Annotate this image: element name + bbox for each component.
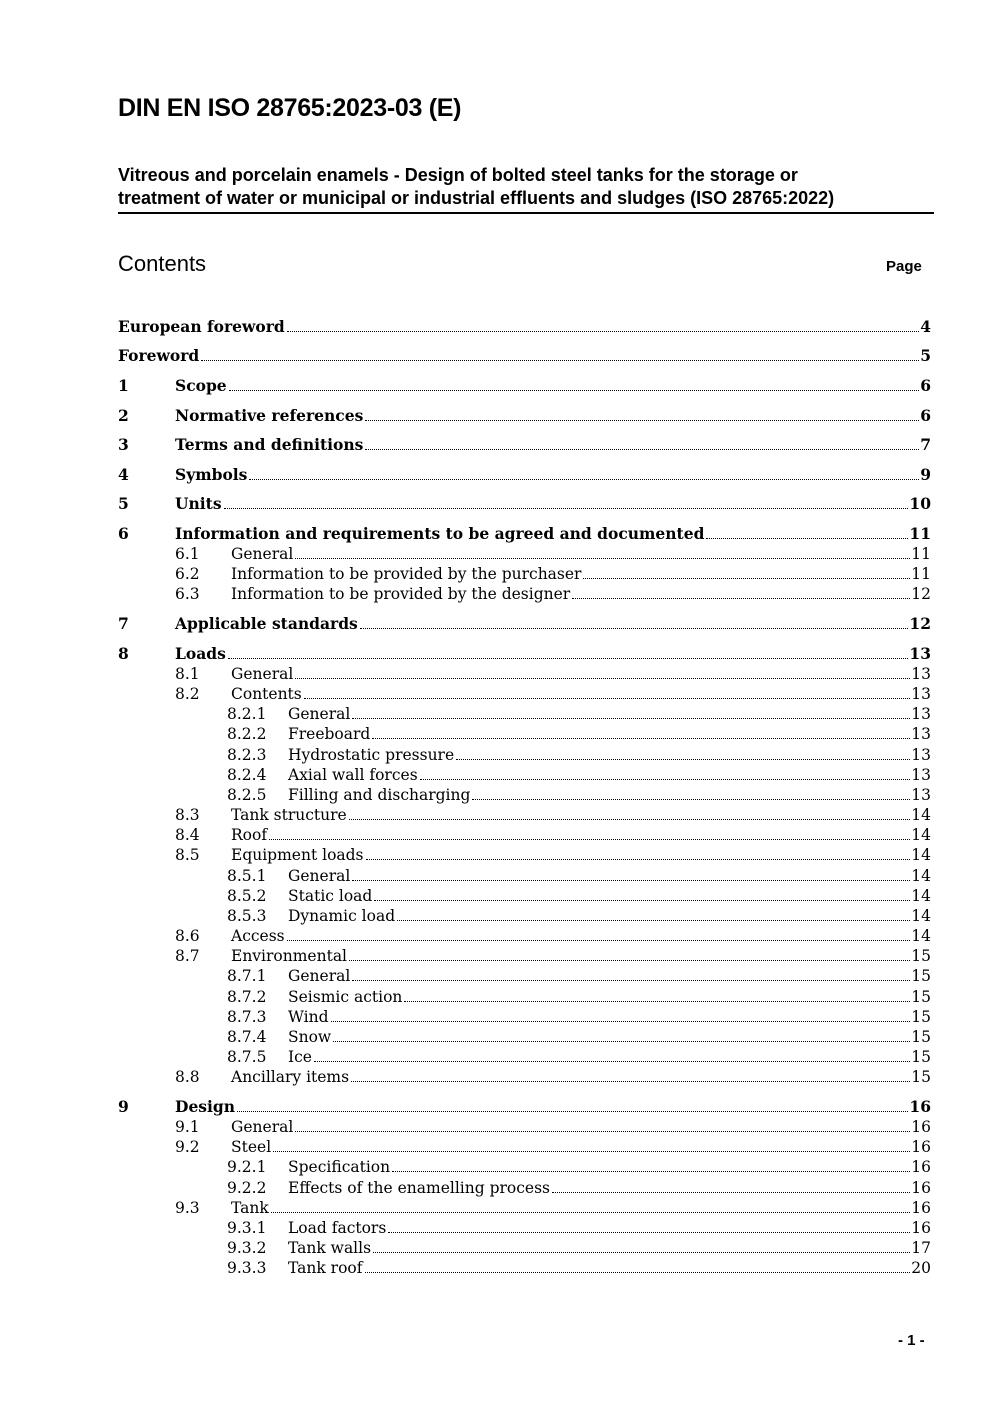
toc-entry-number: 9 bbox=[118, 1097, 129, 1116]
dot-leader bbox=[388, 1231, 910, 1233]
toc-entry-title: Contents bbox=[231, 685, 302, 703]
toc-entry[interactable] bbox=[118, 1097, 931, 1117]
footer-page-number: - 1 - bbox=[898, 1332, 925, 1349]
toc-entry-page: 16 bbox=[911, 1179, 931, 1197]
toc-entry-page: 14 bbox=[911, 867, 931, 885]
toc-entry-number: 6.1 bbox=[175, 545, 200, 563]
toc-entry[interactable] bbox=[118, 684, 931, 704]
toc-entry-number: 8.2.4 bbox=[227, 766, 267, 784]
dot-leader bbox=[366, 858, 911, 860]
toc-entry-title: Freeboard bbox=[288, 725, 371, 743]
toc-entry-number: 8.2.5 bbox=[227, 786, 267, 804]
toc-entry-title: Tank bbox=[231, 1199, 269, 1217]
toc-entry-title: Load factors bbox=[288, 1219, 387, 1237]
toc-entry-number: 8.7.1 bbox=[227, 967, 267, 985]
toc-entry-title: Normative references bbox=[175, 406, 364, 425]
dot-leader bbox=[228, 657, 909, 659]
toc-entry-page: 14 bbox=[911, 907, 931, 925]
toc-entry-page: 13 bbox=[911, 705, 931, 723]
toc-entry[interactable] bbox=[118, 1157, 931, 1177]
dot-leader bbox=[331, 1020, 911, 1022]
toc-entry[interactable] bbox=[118, 845, 931, 865]
toc-entry-title: Steel bbox=[231, 1138, 272, 1156]
toc-entry-number: 9.1 bbox=[175, 1118, 200, 1136]
dot-leader bbox=[397, 919, 910, 921]
toc-entry-number: 9.2.2 bbox=[227, 1179, 267, 1197]
toc-entry[interactable] bbox=[118, 724, 931, 744]
toc-entry[interactable] bbox=[118, 614, 931, 634]
toc-entry-title: General bbox=[288, 967, 351, 985]
toc-entry-title: Access bbox=[231, 927, 285, 945]
toc-entry[interactable] bbox=[118, 524, 931, 544]
toc-entry-page: 6 bbox=[920, 406, 931, 425]
toc-entry-title: Tank roof bbox=[288, 1259, 363, 1277]
toc-entry[interactable] bbox=[118, 906, 931, 926]
toc-entry-title: Equipment loads bbox=[231, 846, 364, 864]
toc-entry-page: 11 bbox=[911, 565, 931, 583]
toc-entry-page: 6 bbox=[920, 376, 931, 395]
toc-entry-title: Hydrostatic pressure bbox=[288, 746, 455, 764]
dot-leader bbox=[269, 838, 910, 840]
toc-entry-number: 8.2.1 bbox=[227, 705, 267, 723]
toc-entry-title: Roof bbox=[231, 826, 268, 844]
toc-entry-title: Information to be provided by the purchaser bbox=[231, 565, 582, 583]
toc-entry[interactable] bbox=[118, 1218, 931, 1238]
toc-entry-title: Seismic action bbox=[288, 988, 403, 1006]
toc-entry-page: 17 bbox=[911, 1239, 931, 1257]
toc-entry-title: Ice bbox=[288, 1048, 312, 1066]
toc-entry-number: 9.2.1 bbox=[227, 1158, 267, 1176]
toc-entry-number: 2 bbox=[118, 406, 129, 425]
dot-leader bbox=[295, 557, 910, 559]
toc-entry-page: 4 bbox=[920, 317, 931, 336]
toc-entry-number: 8 bbox=[118, 644, 129, 663]
toc-entry-title: Applicable standards bbox=[175, 614, 358, 633]
dot-leader bbox=[237, 1110, 908, 1112]
dot-leader bbox=[271, 1211, 911, 1213]
toc-entry-number: 8.7.3 bbox=[227, 1008, 267, 1026]
toc-entry[interactable] bbox=[118, 926, 931, 946]
toc-entry-number: 8.7 bbox=[175, 947, 200, 965]
toc-entry-title: Axial wall forces bbox=[288, 766, 418, 784]
toc-entry[interactable] bbox=[118, 1198, 931, 1218]
toc-entry-page: 15 bbox=[911, 947, 931, 965]
dot-leader bbox=[229, 389, 920, 391]
dot-leader bbox=[456, 758, 910, 760]
toc-entry-page: 11 bbox=[911, 545, 931, 563]
toc-entry[interactable] bbox=[118, 1117, 931, 1137]
dot-leader bbox=[706, 537, 908, 539]
toc-entry-page: 15 bbox=[911, 988, 931, 1006]
toc-entry-page: 15 bbox=[911, 1068, 931, 1086]
toc-entry-page: 14 bbox=[911, 887, 931, 905]
toc-entry[interactable] bbox=[118, 1007, 931, 1027]
toc-entry[interactable] bbox=[118, 1067, 931, 1087]
dot-leader bbox=[404, 1000, 910, 1002]
dot-leader bbox=[287, 330, 919, 332]
toc-entry[interactable] bbox=[118, 765, 931, 785]
toc-entry-number: 8.5.3 bbox=[227, 907, 267, 925]
toc-entry-page: 16 bbox=[911, 1199, 931, 1217]
toc-entry-page: 12 bbox=[911, 585, 931, 603]
toc-entry-number: 5 bbox=[118, 494, 129, 513]
document-id: DIN EN ISO 28765:2023-03 (E) bbox=[118, 94, 462, 122]
toc-entry-title: General bbox=[288, 867, 351, 885]
toc-entry[interactable] bbox=[118, 584, 931, 604]
toc-entry-title: Effects of the enamelling process bbox=[288, 1179, 550, 1197]
toc-entry-page: 16 bbox=[909, 1097, 931, 1116]
page-column-heading: Page bbox=[886, 258, 922, 275]
toc-entry[interactable] bbox=[118, 317, 931, 337]
toc-entry-page: 14 bbox=[911, 806, 931, 824]
toc-entry[interactable] bbox=[118, 866, 931, 886]
toc-entry-page: 13 bbox=[909, 644, 931, 663]
toc-entry-page: 13 bbox=[911, 746, 931, 764]
toc-entry-number: 8.5 bbox=[175, 846, 200, 864]
toc-entry-title: Information and requirements to be agreed and documented bbox=[175, 524, 705, 543]
document-subtitle bbox=[118, 164, 934, 214]
toc-entry[interactable] bbox=[118, 1238, 931, 1258]
toc-entry[interactable] bbox=[118, 1178, 931, 1198]
toc-entry-title: General bbox=[288, 705, 351, 723]
dot-leader bbox=[472, 798, 910, 800]
toc-entry-number: 8.5.1 bbox=[227, 867, 267, 885]
dot-leader bbox=[287, 939, 911, 941]
dot-leader bbox=[314, 1060, 910, 1062]
toc-entry[interactable] bbox=[118, 564, 931, 584]
dot-leader bbox=[373, 1251, 910, 1253]
toc-entry-title: General bbox=[231, 665, 294, 683]
toc-entry-number: 8.7.4 bbox=[227, 1028, 267, 1046]
toc-entry-page: 5 bbox=[920, 346, 931, 365]
toc-entry-title: European foreword bbox=[118, 317, 285, 336]
toc-entry-page: 10 bbox=[909, 494, 931, 513]
toc-entry-number: 3 bbox=[118, 435, 129, 454]
dot-leader bbox=[420, 778, 911, 780]
toc-entry[interactable] bbox=[118, 544, 931, 564]
toc-entry-number: 8.2 bbox=[175, 685, 200, 703]
toc-entry-number: 8.6 bbox=[175, 927, 200, 945]
toc-entry-number: 7 bbox=[118, 614, 129, 633]
dot-leader bbox=[249, 478, 919, 480]
toc-entry[interactable] bbox=[118, 376, 931, 396]
toc-entry-title: Dynamic load bbox=[288, 907, 396, 925]
toc-entry-page: 14 bbox=[911, 927, 931, 945]
toc-entry-page: 16 bbox=[911, 1158, 931, 1176]
toc-entry[interactable] bbox=[118, 966, 931, 986]
toc-entry-number: 1 bbox=[118, 376, 129, 395]
dot-leader bbox=[349, 959, 910, 961]
dot-leader bbox=[273, 1150, 910, 1152]
toc-entry-number: 8.7.5 bbox=[227, 1048, 267, 1066]
toc-entry-page: 15 bbox=[911, 1008, 931, 1026]
toc-entry-number: 9.3.1 bbox=[227, 1219, 267, 1237]
toc-entry[interactable] bbox=[118, 886, 931, 906]
toc-entry-number: 8.4 bbox=[175, 826, 200, 844]
toc-entry-title: Ancillary items bbox=[231, 1068, 350, 1086]
toc-entry-page: 12 bbox=[909, 614, 931, 633]
toc-entry-page: 16 bbox=[911, 1118, 931, 1136]
toc-entry-number: 8.1 bbox=[175, 665, 200, 683]
dot-leader bbox=[333, 1040, 910, 1042]
toc-entry-page: 13 bbox=[911, 786, 931, 804]
dot-leader bbox=[365, 1271, 911, 1273]
toc-entry-title: Snow bbox=[288, 1028, 332, 1046]
toc-entry-title: Static load bbox=[288, 887, 373, 905]
toc-entry-title: Information to be provided by the designer bbox=[231, 585, 571, 603]
dot-leader bbox=[365, 448, 919, 450]
subtitle-line-1: Vitreous and porcelain enamels - Design of bolted steel tanks for the storage or bbox=[118, 165, 798, 185]
toc-entry-page: 20 bbox=[911, 1259, 931, 1277]
dot-leader bbox=[374, 899, 910, 901]
toc-entry[interactable] bbox=[118, 987, 931, 1007]
toc-entry[interactable] bbox=[118, 745, 931, 765]
toc-entry[interactable] bbox=[118, 664, 931, 684]
toc-entry-title: Environmental bbox=[231, 947, 348, 965]
dot-leader bbox=[352, 979, 910, 981]
contents-heading: Contents bbox=[118, 251, 207, 276]
dot-leader bbox=[552, 1191, 910, 1193]
toc-entry-page: 15 bbox=[911, 967, 931, 985]
toc-entry-page: 16 bbox=[911, 1219, 931, 1237]
toc-entry-title: Wind bbox=[288, 1008, 329, 1026]
toc-entry-title: Loads bbox=[175, 644, 226, 663]
toc-entry-title: Symbols bbox=[175, 465, 248, 484]
dot-leader bbox=[392, 1170, 910, 1172]
toc-entry[interactable] bbox=[118, 805, 931, 825]
toc-entry[interactable] bbox=[118, 465, 931, 485]
toc-entry[interactable] bbox=[118, 825, 931, 845]
toc-entry-page: 13 bbox=[911, 725, 931, 743]
toc-entry-page: 15 bbox=[911, 1028, 931, 1046]
toc-entry-number: 9.2 bbox=[175, 1138, 200, 1156]
toc-entry-page: 11 bbox=[909, 524, 931, 543]
subtitle-line-2: treatment of water or municipal or industrial effluents and sludges (ISO 28765:2022) bbox=[118, 188, 835, 208]
toc-entry[interactable] bbox=[118, 785, 931, 805]
toc-entry[interactable] bbox=[118, 1258, 931, 1278]
toc-entry-title: Specification bbox=[288, 1158, 391, 1176]
toc-entry-number: 4 bbox=[118, 465, 129, 484]
toc-entry-title: Filling and discharging bbox=[288, 786, 471, 804]
dot-leader bbox=[295, 1130, 910, 1132]
dot-leader bbox=[201, 359, 919, 361]
dot-leader bbox=[352, 717, 910, 719]
toc-entry-number: 8.2.3 bbox=[227, 746, 267, 764]
dot-leader bbox=[304, 697, 911, 699]
dot-leader bbox=[352, 879, 910, 881]
toc-entry-title: Foreword bbox=[118, 346, 200, 365]
dot-leader bbox=[295, 677, 910, 679]
toc-entry-number: 6 bbox=[118, 524, 129, 543]
toc-entry[interactable] bbox=[118, 435, 931, 455]
toc-entry-page: 7 bbox=[920, 435, 931, 454]
toc-entry-page: 13 bbox=[911, 685, 931, 703]
toc-entry[interactable] bbox=[118, 946, 931, 966]
toc-entry-page: 16 bbox=[911, 1138, 931, 1156]
dot-leader bbox=[372, 737, 910, 739]
toc-entry-page: 14 bbox=[911, 846, 931, 864]
dot-leader bbox=[365, 419, 919, 421]
toc-entry-title: Tank walls bbox=[288, 1239, 372, 1257]
dot-leader bbox=[360, 627, 909, 629]
dot-leader bbox=[349, 818, 911, 820]
toc-entry-title: Tank structure bbox=[231, 806, 347, 824]
toc-entry-number: 8.3 bbox=[175, 806, 200, 824]
dot-leader bbox=[572, 597, 910, 599]
toc-entry-title: Design bbox=[175, 1097, 236, 1116]
toc-entry-page: 9 bbox=[920, 465, 931, 484]
toc-entry-number: 6.2 bbox=[175, 565, 200, 583]
dot-leader bbox=[583, 577, 910, 579]
toc-entry-number: 8.5.2 bbox=[227, 887, 267, 905]
toc-entry-title: Units bbox=[175, 494, 222, 513]
dot-leader bbox=[351, 1080, 910, 1082]
toc-entry[interactable] bbox=[118, 1027, 931, 1047]
toc-entry[interactable] bbox=[118, 494, 931, 514]
toc-entry[interactable] bbox=[118, 406, 931, 426]
toc-entry-number: 6.3 bbox=[175, 585, 200, 603]
toc-entry[interactable] bbox=[118, 1047, 931, 1067]
toc-entry[interactable] bbox=[118, 1137, 931, 1157]
toc-entry-title: General bbox=[231, 1118, 294, 1136]
toc-entry-page: 15 bbox=[911, 1048, 931, 1066]
toc-entry[interactable] bbox=[118, 644, 931, 664]
dot-leader bbox=[224, 507, 909, 509]
toc-entry-number: 9.3.2 bbox=[227, 1239, 267, 1257]
toc-entry-number: 8.2.2 bbox=[227, 725, 267, 743]
toc-entry-number: 8.8 bbox=[175, 1068, 200, 1086]
toc-entry-page: 13 bbox=[911, 665, 931, 683]
toc-entry-number: 9.3 bbox=[175, 1199, 200, 1217]
toc-entry-number: 9.3.3 bbox=[227, 1259, 267, 1277]
toc-entry-page: 14 bbox=[911, 826, 931, 844]
toc-entry-number: 8.7.2 bbox=[227, 988, 267, 1006]
toc-entry-title: General bbox=[231, 545, 294, 563]
toc-entry-title: Terms and definitions bbox=[175, 435, 364, 454]
toc-entry-title: Scope bbox=[175, 376, 227, 395]
toc-entry[interactable] bbox=[118, 704, 931, 724]
toc-entry-page: 13 bbox=[911, 766, 931, 784]
toc-entry[interactable] bbox=[118, 346, 931, 366]
